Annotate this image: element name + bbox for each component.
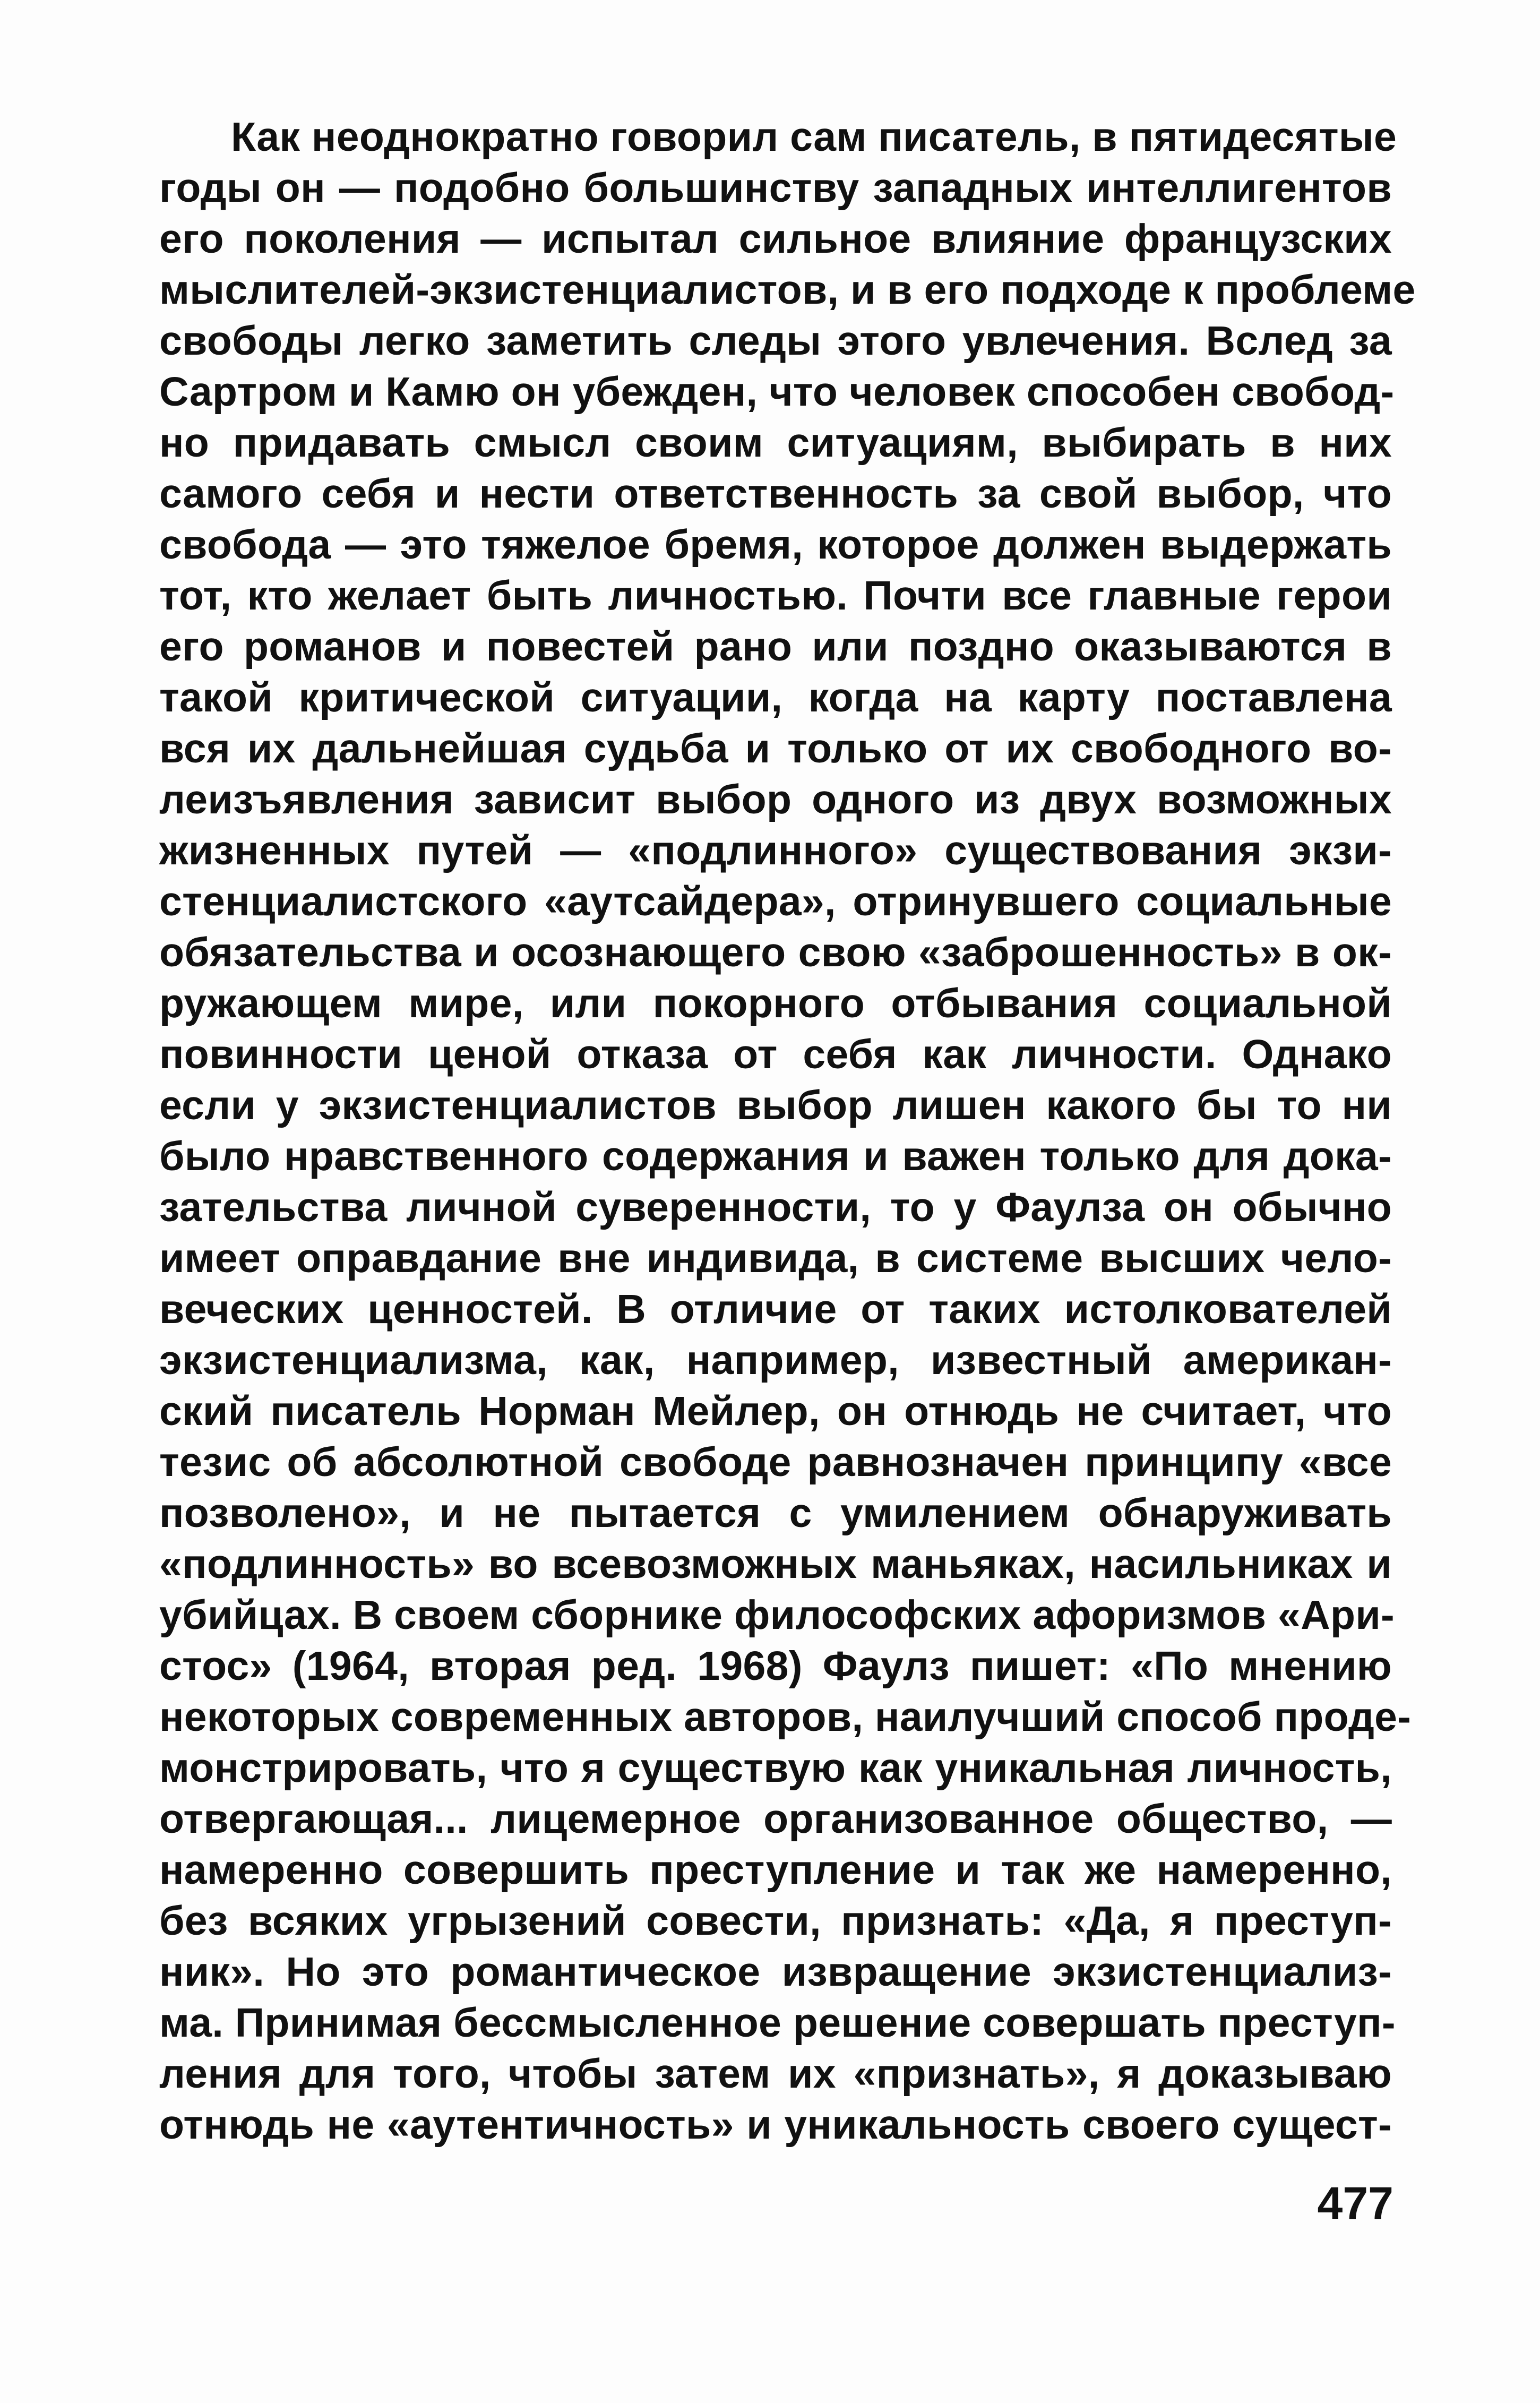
text-line: тезис об абсолютной свободе равнозначен принципу «все — [159, 1439, 1392, 1485]
text-line: ник». Но это романтическое извращение экзистенциализ- — [159, 1949, 1392, 1995]
text-line: леизъявления зависит выбор одного из двух возможных — [159, 777, 1392, 822]
text-line: убийцах. В своем сборнике философских афоризмов «Ари- — [159, 1592, 1395, 1638]
text-line: стенциалистского «аутсайдера», отринувшего социальные — [159, 879, 1392, 924]
text-line: монстрировать, что я существую как уникальная личность, — [159, 1745, 1392, 1791]
text-line: имеет оправдание вне индивида, в системе высших чело- — [159, 1235, 1392, 1281]
text-line: тот, кто желает быть личностью. Почти все главные герои — [159, 573, 1392, 619]
text-line: ления для того, чтобы затем их «признать», я доказываю — [159, 2051, 1392, 2097]
text-line: самого себя и нести ответственность за свой выбор, что — [159, 471, 1392, 517]
text-line: Сартром и Камю он убежден, что человек способен свобод- — [159, 369, 1395, 415]
text-line: намеренно совершить преступление и так же намеренно, — [159, 1847, 1392, 1893]
text-line: свободы легко заметить следы этого увлечения. Вслед за — [159, 318, 1392, 364]
text-line: ма. Принимая бессмысленное решение совершать преступ- — [159, 2000, 1396, 2046]
text-line: обязательства и осознающего свою «заброшенность» в ок- — [159, 930, 1392, 975]
text-line: Как неоднократно говорил сам писатель, в пятидесятые — [231, 114, 1397, 160]
text-line: если у экзистенциалистов выбор лишен какого бы то ни — [159, 1083, 1392, 1128]
text-line: его поколения — испытал сильное влияние французских — [159, 216, 1392, 262]
text-line: но придавать смысл своим ситуациям, выбирать в них — [159, 420, 1392, 466]
text-line: экзистенциализма, как, например, известный американ- — [159, 1337, 1392, 1383]
text-line: было нравственного содержания и важен только для дока- — [159, 1134, 1392, 1179]
text-line: вся их дальнейшая судьба и только от их свободного во- — [159, 726, 1392, 771]
text-line: зательства личной суверенности, то у Фаулза он обычно — [159, 1185, 1392, 1230]
text-line: ружающем мире, или покорного отбывания социальной — [159, 981, 1392, 1026]
body-text — [159, 111, 1416, 2150]
page-number: 477 — [1317, 2178, 1393, 2229]
text-line: такой критической ситуации, когда на карту поставлена — [159, 675, 1392, 720]
text-line: повинности ценой отказа от себя как личности. Однако — [159, 1032, 1392, 1077]
text-line: жизненных путей — «подлинного» существования экзи- — [159, 828, 1392, 873]
text-line: его романов и повестей рано или поздно оказываются в — [159, 624, 1392, 670]
text-line: некоторых современных авторов, наилучший способ проде- — [159, 1694, 1412, 1740]
text-line: позволено», и не пытается с умилением обнаруживать — [159, 1490, 1392, 1536]
text-line: мыслителей-экзистенциалистов, и в его подходе к проблеме — [159, 267, 1416, 313]
text-line: «подлинность» во всевозможных маньяках, насильниках и — [159, 1541, 1392, 1587]
text-line: свобода — это тяжелое бремя, которое должен выдержать — [159, 522, 1392, 568]
text-line: отвергающая... лицемерное организованное общество, — — [159, 1796, 1392, 1842]
text-line: без всяких угрызений совести, признать: «Да, я преступ- — [159, 1898, 1392, 1944]
text-line: стос» (1964, вторая ред. 1968) Фаулз пишет: «По мнению — [159, 1643, 1392, 1689]
text-line: годы он — подобно большинству западных интеллигентов — [159, 165, 1392, 211]
text-line: ский писатель Норман Мейлер, он отнюдь не считает, что — [159, 1388, 1392, 1434]
text-line: отнюдь не «аутентичность» и уникальность своего сущест- — [159, 2102, 1392, 2148]
text-line: веческих ценностей. В отличие от таких истолкователей — [159, 1286, 1392, 1332]
